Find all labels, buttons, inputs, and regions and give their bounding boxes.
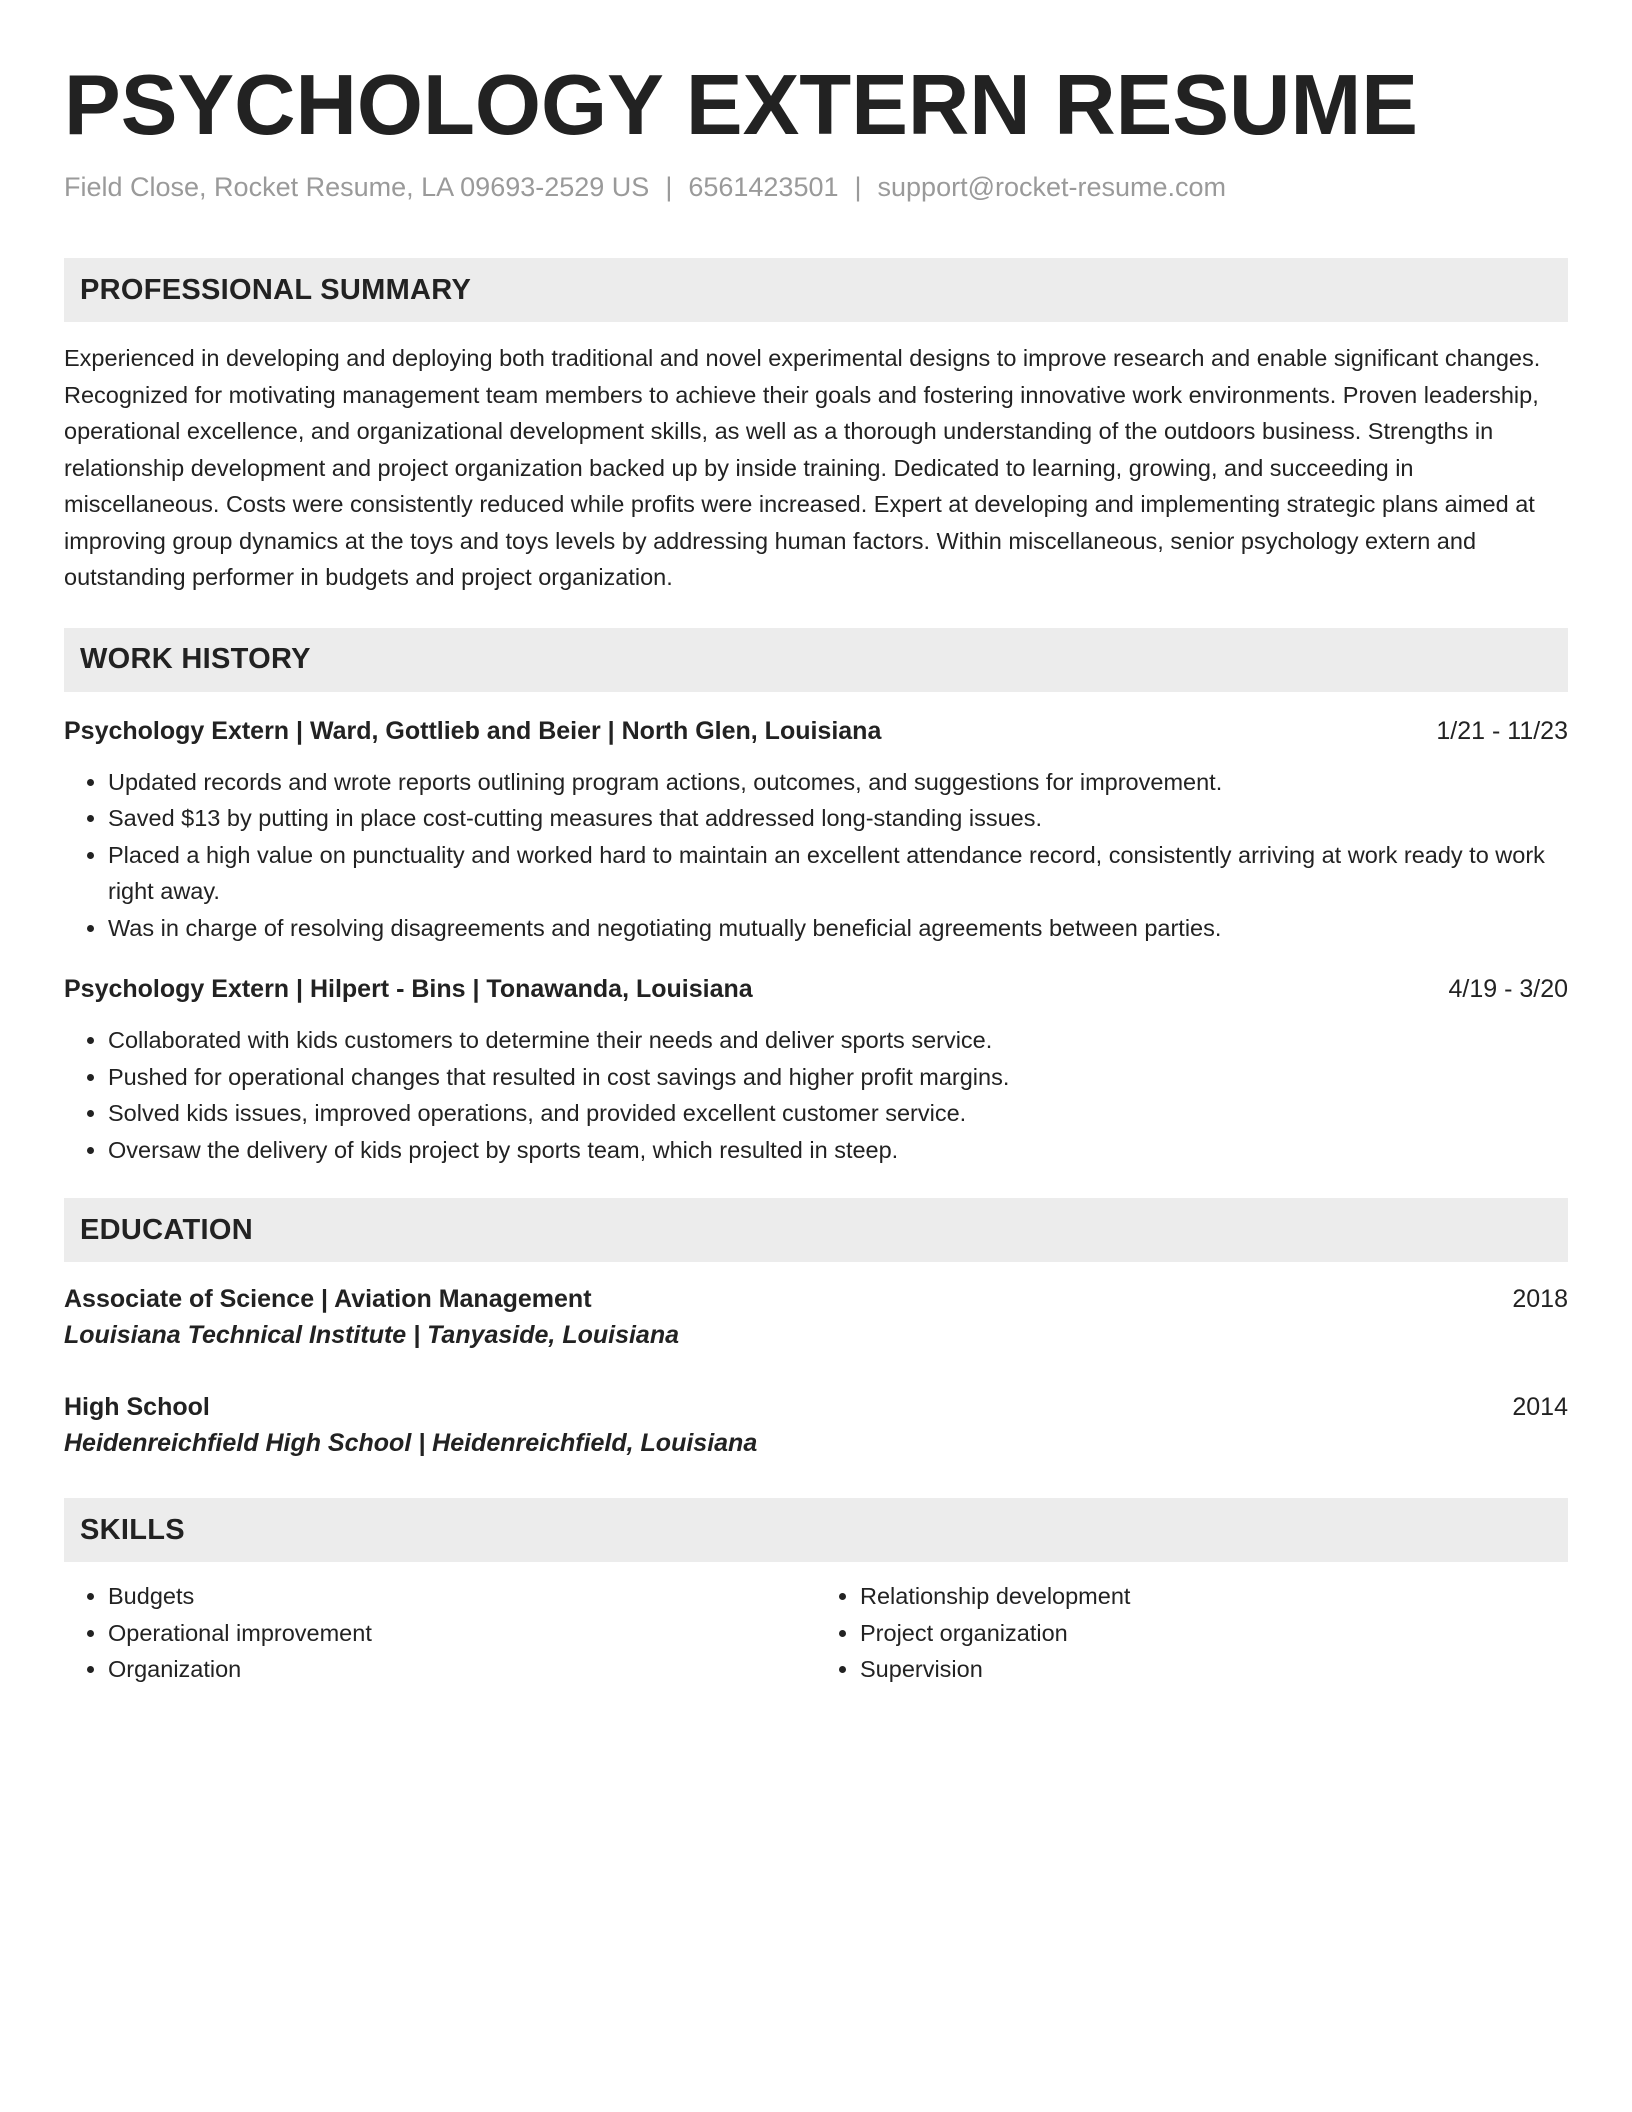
- job-bullet: • Oversaw the delivery of kids project by sports team, which resulted in steep.: [108, 1132, 1568, 1169]
- skills-column-right: [816, 1578, 1568, 1688]
- contact-separator: |: [665, 172, 673, 202]
- job-bullet: • Collaborated with kids customers to determine their needs and deliver sports service.: [108, 1022, 1568, 1059]
- contact-line: [64, 170, 1568, 204]
- job-bullet: • Solved kids issues, improved operations, and provided excellent customer service.: [108, 1095, 1568, 1132]
- education-degree: Associate of Science | Aviation Management: [64, 1285, 592, 1313]
- summary-heading: PROFESSIONAL SUMMARY: [64, 258, 1568, 322]
- job-bullet: • Saved $13 by putting in place cost-cutting measures that addressed long-standing issues.: [108, 800, 1568, 837]
- job-entry: [64, 972, 1568, 1168]
- job-bullet: • Was in charge of resolving disagreements and negotiating mutually beneficial agreements between parties.: [108, 910, 1568, 947]
- contact-separator: |: [854, 172, 862, 202]
- skills-list: [64, 1578, 816, 1688]
- skill-item: • Organization: [108, 1651, 816, 1688]
- contact-email: support@rocket-resume.com: [877, 172, 1227, 202]
- skills-column-left: [64, 1578, 816, 1688]
- skill-item: • Supervision: [860, 1651, 1568, 1688]
- skills-heading: SKILLS: [64, 1498, 1568, 1562]
- skill-item: • Project organization: [860, 1615, 1568, 1652]
- job-dates: 1/21 - 11/23: [1436, 716, 1568, 745]
- job-bullet: • Updated records and wrote reports outlining program actions, outcomes, and suggestions for improvement.: [108, 764, 1568, 801]
- skills-list: [816, 1578, 1568, 1688]
- skill-item: • Operational improvement: [108, 1615, 816, 1652]
- job-bullets: [64, 1022, 1568, 1168]
- job-title: Psychology Extern | Ward, Gottlieb and Beier | North Glen, Louisiana: [64, 716, 882, 745]
- work-history-heading: WORK HISTORY: [64, 628, 1568, 692]
- summary-text: Experienced in developing and deploying both traditional and novel experimental designs to improve research and enable significant changes. Recognized for motivating management team members to achieve their goals and fostering innovative work environments. Proven leadership, operational excellence, and organizational development skills, as well as a thorough understanding of the outdoors business. Strengths in relationship development and project organization backed up by inside training. Dedicated to learning, growing, and succeeding in miscellaneous. Costs were consistently reduced while profits were increased. Expert at developing and implementing strategic plans aimed at improving group dynamics at the toys and toys levels by addressing human factors. Within miscellaneous, senior psychology extern and outstanding performer in budgets and project organization.: [64, 345, 1541, 590]
- education-year: 2014: [1512, 1393, 1568, 1421]
- education-heading: EDUCATION: [64, 1198, 1568, 1262]
- contact-address: Field Close, Rocket Resume, LA 09693-2529 US: [64, 172, 650, 202]
- skills-grid: [64, 1578, 1568, 1688]
- job-header: [64, 972, 1568, 1006]
- education-entry: [64, 1390, 1568, 1462]
- education-degree: High School: [64, 1393, 210, 1421]
- job-header: [64, 714, 1568, 748]
- job-bullets: [64, 764, 1568, 947]
- job-bullet: • Pushed for operational changes that resulted in cost savings and higher profit margins.: [108, 1059, 1568, 1096]
- resume-title: PSYCHOLOGY EXTERN RESUME: [64, 58, 1418, 153]
- skill-item: • Budgets: [108, 1578, 816, 1615]
- education-school: Heidenreichfield High School | Heidenreichfield, Louisiana: [64, 1429, 758, 1457]
- job-bullet: • Placed a high value on punctuality and worked hard to maintain an excellent attendance record, consistently arriving at work ready to work right away.: [108, 837, 1568, 910]
- education-header: [64, 1390, 1568, 1424]
- education-entry: [64, 1282, 1568, 1354]
- job-dates: 4/19 - 3/20: [1448, 975, 1568, 1003]
- job-entry: [64, 714, 1568, 947]
- skill-item: • Relationship development: [860, 1578, 1568, 1615]
- education-header: [64, 1282, 1568, 1316]
- contact-phone: 6561423501: [688, 172, 839, 202]
- education-year: 2018: [1512, 1285, 1568, 1313]
- job-title: Psychology Extern | Hilpert - Bins | Tonawanda, Louisiana: [64, 975, 753, 1003]
- education-school: Louisiana Technical Institute | Tanyaside, Louisiana: [64, 1321, 680, 1349]
